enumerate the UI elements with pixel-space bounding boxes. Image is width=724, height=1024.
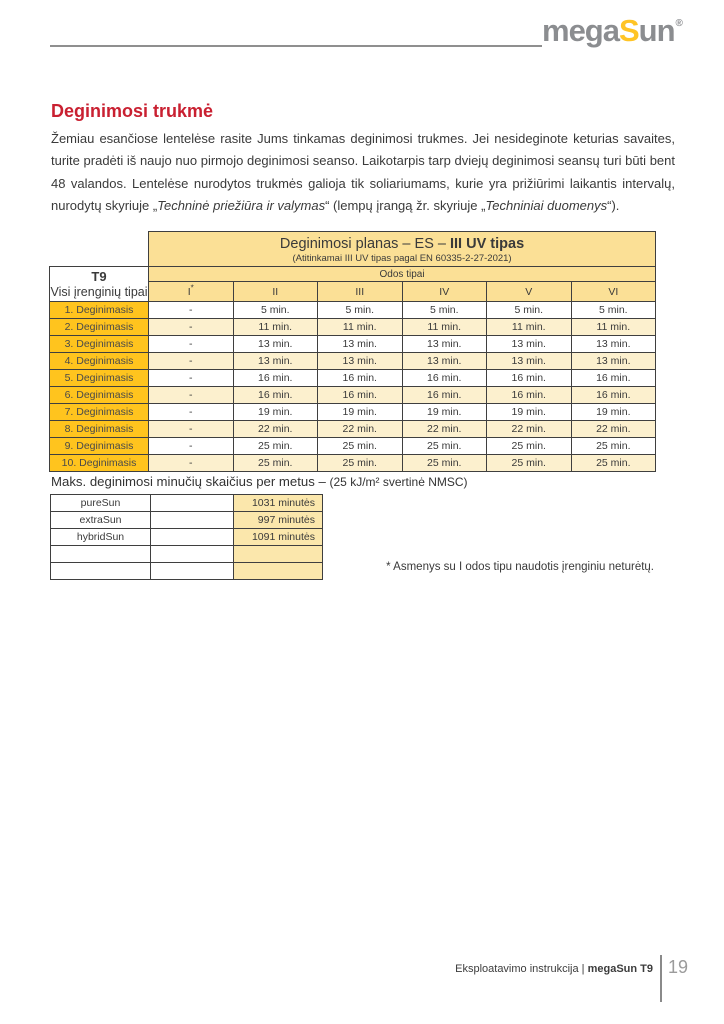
annual-table-row xyxy=(51,563,323,580)
megasun-logo xyxy=(542,13,683,49)
session-duration-cell: 19 min. xyxy=(571,404,656,421)
skin-type-label: VI xyxy=(608,285,619,298)
session-duration-cell: - xyxy=(149,421,234,438)
session-duration-cell: - xyxy=(149,370,234,387)
annual-minutes-value: 997 minutės xyxy=(234,512,323,529)
session-duration-cell: 16 min. xyxy=(233,370,318,387)
session-duration-cell: 25 min. xyxy=(402,455,487,472)
session-duration-cell: 19 min. xyxy=(402,404,487,421)
skin-type-column-header xyxy=(318,282,403,302)
skin-type-column-header xyxy=(149,282,234,302)
skin-type-label: II xyxy=(272,285,279,298)
session-duration-cell: 19 min. xyxy=(318,404,403,421)
skin-type-column-header xyxy=(402,282,487,302)
annual-table-row xyxy=(51,529,323,546)
plan-table-row xyxy=(50,336,656,353)
sun-mode-label: pureSun xyxy=(51,495,151,512)
sun-mode-label: hybridSun xyxy=(51,529,151,546)
session-duration-cell: 25 min. xyxy=(233,455,318,472)
session-label: 3. Deginimasis xyxy=(50,336,149,353)
session-duration-cell: 5 min. xyxy=(571,302,656,319)
plan-table-header xyxy=(149,232,656,267)
session-duration-cell: - xyxy=(149,404,234,421)
session-duration-cell: 11 min. xyxy=(233,319,318,336)
annual-caption xyxy=(51,474,468,489)
plan-table-row xyxy=(50,455,656,472)
plan-table-title xyxy=(149,236,655,253)
skin-types-header: Odos tipai xyxy=(149,267,656,282)
session-label: 5. Deginimasis xyxy=(50,370,149,387)
session-duration-cell: 11 min. xyxy=(402,319,487,336)
plan-table-row xyxy=(50,421,656,438)
session-duration-cell: 16 min. xyxy=(487,387,572,404)
session-duration-cell: 25 min. xyxy=(318,455,403,472)
session-label: 10. Deginimasis xyxy=(50,455,149,472)
session-duration-cell: 16 min. xyxy=(402,387,487,404)
session-duration-cell: 16 min. xyxy=(571,387,656,404)
header-rule xyxy=(50,45,542,47)
annual-minutes-table xyxy=(50,494,323,580)
session-duration-cell: 22 min. xyxy=(233,421,318,438)
model-cell xyxy=(50,267,149,302)
session-duration-cell: 25 min. xyxy=(571,438,656,455)
tanning-plan-table xyxy=(49,231,656,472)
session-duration-cell: 13 min. xyxy=(402,353,487,370)
plan-table-row xyxy=(50,387,656,404)
annual-minutes-value xyxy=(234,563,323,580)
session-duration-cell: 16 min. xyxy=(318,370,403,387)
page-number: 19 xyxy=(668,957,689,977)
session-duration-cell: - xyxy=(149,455,234,472)
logo-text-s: S xyxy=(618,13,639,48)
session-label: 4. Deginimasis xyxy=(50,353,149,370)
session-duration-cell: 13 min. xyxy=(318,353,403,370)
annual-caption-main: Maks. deginimosi minučių skaičius per metus – xyxy=(51,474,330,489)
session-duration-cell: 22 min. xyxy=(318,421,403,438)
plan-table-row xyxy=(50,353,656,370)
plan-title-normal: Deginimosi planas – ES – xyxy=(279,236,450,252)
session-duration-cell: 25 min. xyxy=(402,438,487,455)
session-duration-cell: 13 min. xyxy=(571,353,656,370)
annual-table-row xyxy=(51,495,323,512)
session-duration-cell: 11 min. xyxy=(487,319,572,336)
skin-type-column-header xyxy=(487,282,572,302)
sun-mode-label xyxy=(51,546,151,563)
plan-table-row xyxy=(50,438,656,455)
session-duration-cell: 13 min. xyxy=(487,336,572,353)
session-duration-cell: 5 min. xyxy=(318,302,403,319)
annual-table-row xyxy=(51,546,323,563)
session-label: 7. Deginimasis xyxy=(50,404,149,421)
annual-minutes-value: 1091 minutės xyxy=(234,529,323,546)
skin-type-column-header xyxy=(233,282,318,302)
skin-type-label: IV xyxy=(439,285,450,298)
session-duration-cell: - xyxy=(149,387,234,404)
intro-text-1: Žemiau esančiose lentelėse rasite Jums tinkamas deginimosi trukmes. Jei nesideginote keturias savaites, turite pradėti iš naujo nuo pirmojo deginimosi seanso. Laikotarpis tarp dviejų deginimosi seansų turi būti bent 48 valandos. Lentelėse nurodytos trukmės galioja tik soliariumams, kurie yra prižiūrimi laikantis intervalų, nurodytų skyriuje „ xyxy=(51,131,675,214)
session-duration-cell: 19 min. xyxy=(487,404,572,421)
session-label: 8. Deginimasis xyxy=(50,421,149,438)
annual-minutes-value xyxy=(234,546,323,563)
annual-caption-paren: (25 kJ/m² svertinė NMSC) xyxy=(329,475,468,489)
logo-text-un: un xyxy=(638,13,675,48)
skin-type-column-header xyxy=(571,282,656,302)
model-name: T9 xyxy=(91,268,107,284)
footer-text xyxy=(455,963,653,975)
footer-divider xyxy=(660,955,662,1002)
session-duration-cell: 13 min. xyxy=(402,336,487,353)
session-duration-cell: 16 min. xyxy=(402,370,487,387)
skin-type-label: I xyxy=(187,285,191,298)
session-duration-cell: 22 min. xyxy=(571,421,656,438)
annual-empty-cell xyxy=(151,529,234,546)
session-duration-cell: 13 min. xyxy=(571,336,656,353)
session-duration-cell: - xyxy=(149,353,234,370)
session-duration-cell: 22 min. xyxy=(402,421,487,438)
intro-text-2: “ (lempų įrangą žr. skyriuje „ xyxy=(325,198,486,214)
session-duration-cell: 19 min. xyxy=(233,404,318,421)
session-duration-cell: 5 min. xyxy=(402,302,487,319)
session-duration-cell: 13 min. xyxy=(318,336,403,353)
session-duration-cell: 25 min. xyxy=(487,455,572,472)
logo-text-mega: mega xyxy=(542,13,619,48)
skin-type-asterisk: * xyxy=(190,283,194,292)
session-duration-cell: - xyxy=(149,438,234,455)
intro-text-3: “). xyxy=(607,198,620,214)
annual-empty-cell xyxy=(151,495,234,512)
annual-empty-cell xyxy=(151,546,234,563)
session-duration-cell: 13 min. xyxy=(233,353,318,370)
session-duration-cell: 11 min. xyxy=(318,319,403,336)
plan-table-row xyxy=(50,404,656,421)
session-duration-cell: 25 min. xyxy=(318,438,403,455)
session-label: 2. Deginimasis xyxy=(50,319,149,336)
annual-empty-cell xyxy=(151,563,234,580)
annual-table-row xyxy=(51,512,323,529)
session-duration-cell: 25 min. xyxy=(233,438,318,455)
session-duration-cell: 16 min. xyxy=(487,370,572,387)
session-label: 1. Deginimasis xyxy=(50,302,149,319)
session-duration-cell: 25 min. xyxy=(571,455,656,472)
session-duration-cell: - xyxy=(149,336,234,353)
session-duration-cell: 22 min. xyxy=(487,421,572,438)
session-duration-cell: 13 min. xyxy=(233,336,318,353)
annual-minutes-value: 1031 minutės xyxy=(234,495,323,512)
intro-paragraph xyxy=(51,128,675,218)
model-subtitle: Visi įrenginių tipai xyxy=(50,284,148,299)
session-duration-cell: 16 min. xyxy=(233,387,318,404)
session-duration-cell: 16 min. xyxy=(318,387,403,404)
intro-italic-2: Techniniai duomenys xyxy=(485,198,608,214)
plan-table-subtitle: (Atitinkamai III UV tipas pagal EN 60335-2-27-2021) xyxy=(292,253,512,264)
session-duration-cell: 25 min. xyxy=(487,438,572,455)
session-duration-cell: - xyxy=(149,319,234,336)
footer-model-name: megaSun T9 xyxy=(587,963,653,975)
session-duration-cell: 5 min. xyxy=(233,302,318,319)
session-duration-cell: 16 min. xyxy=(571,370,656,387)
session-duration-cell: 11 min. xyxy=(571,319,656,336)
logo-trademark-icon: ® xyxy=(675,18,683,29)
page-title: Deginimosi trukmė xyxy=(51,101,214,121)
session-label: 9. Deginimasis xyxy=(50,438,149,455)
plan-table-row xyxy=(50,370,656,387)
skin-type-label: III xyxy=(355,285,365,298)
session-label: 6. Deginimasis xyxy=(50,387,149,404)
intro-italic-1: Techninė priežiūra ir valymas xyxy=(157,198,326,214)
skin-type-label: V xyxy=(525,285,533,298)
session-duration-cell: - xyxy=(149,302,234,319)
session-duration-cell: 5 min. xyxy=(487,302,572,319)
skin-type-footnote: * Asmenys su I odos tipu naudotis įrenginiu neturėtų. xyxy=(386,561,654,573)
plan-title-bold: III UV tipas xyxy=(450,236,525,252)
annual-empty-cell xyxy=(151,512,234,529)
footer-doc-name: Eksploatavimo instrukcija | xyxy=(455,963,588,975)
plan-table-row xyxy=(50,302,656,319)
sun-mode-label: extraSun xyxy=(51,512,151,529)
plan-table-row xyxy=(50,319,656,336)
blank-corner-cell xyxy=(50,232,149,267)
session-duration-cell: 13 min. xyxy=(487,353,572,370)
sun-mode-label xyxy=(51,563,151,580)
